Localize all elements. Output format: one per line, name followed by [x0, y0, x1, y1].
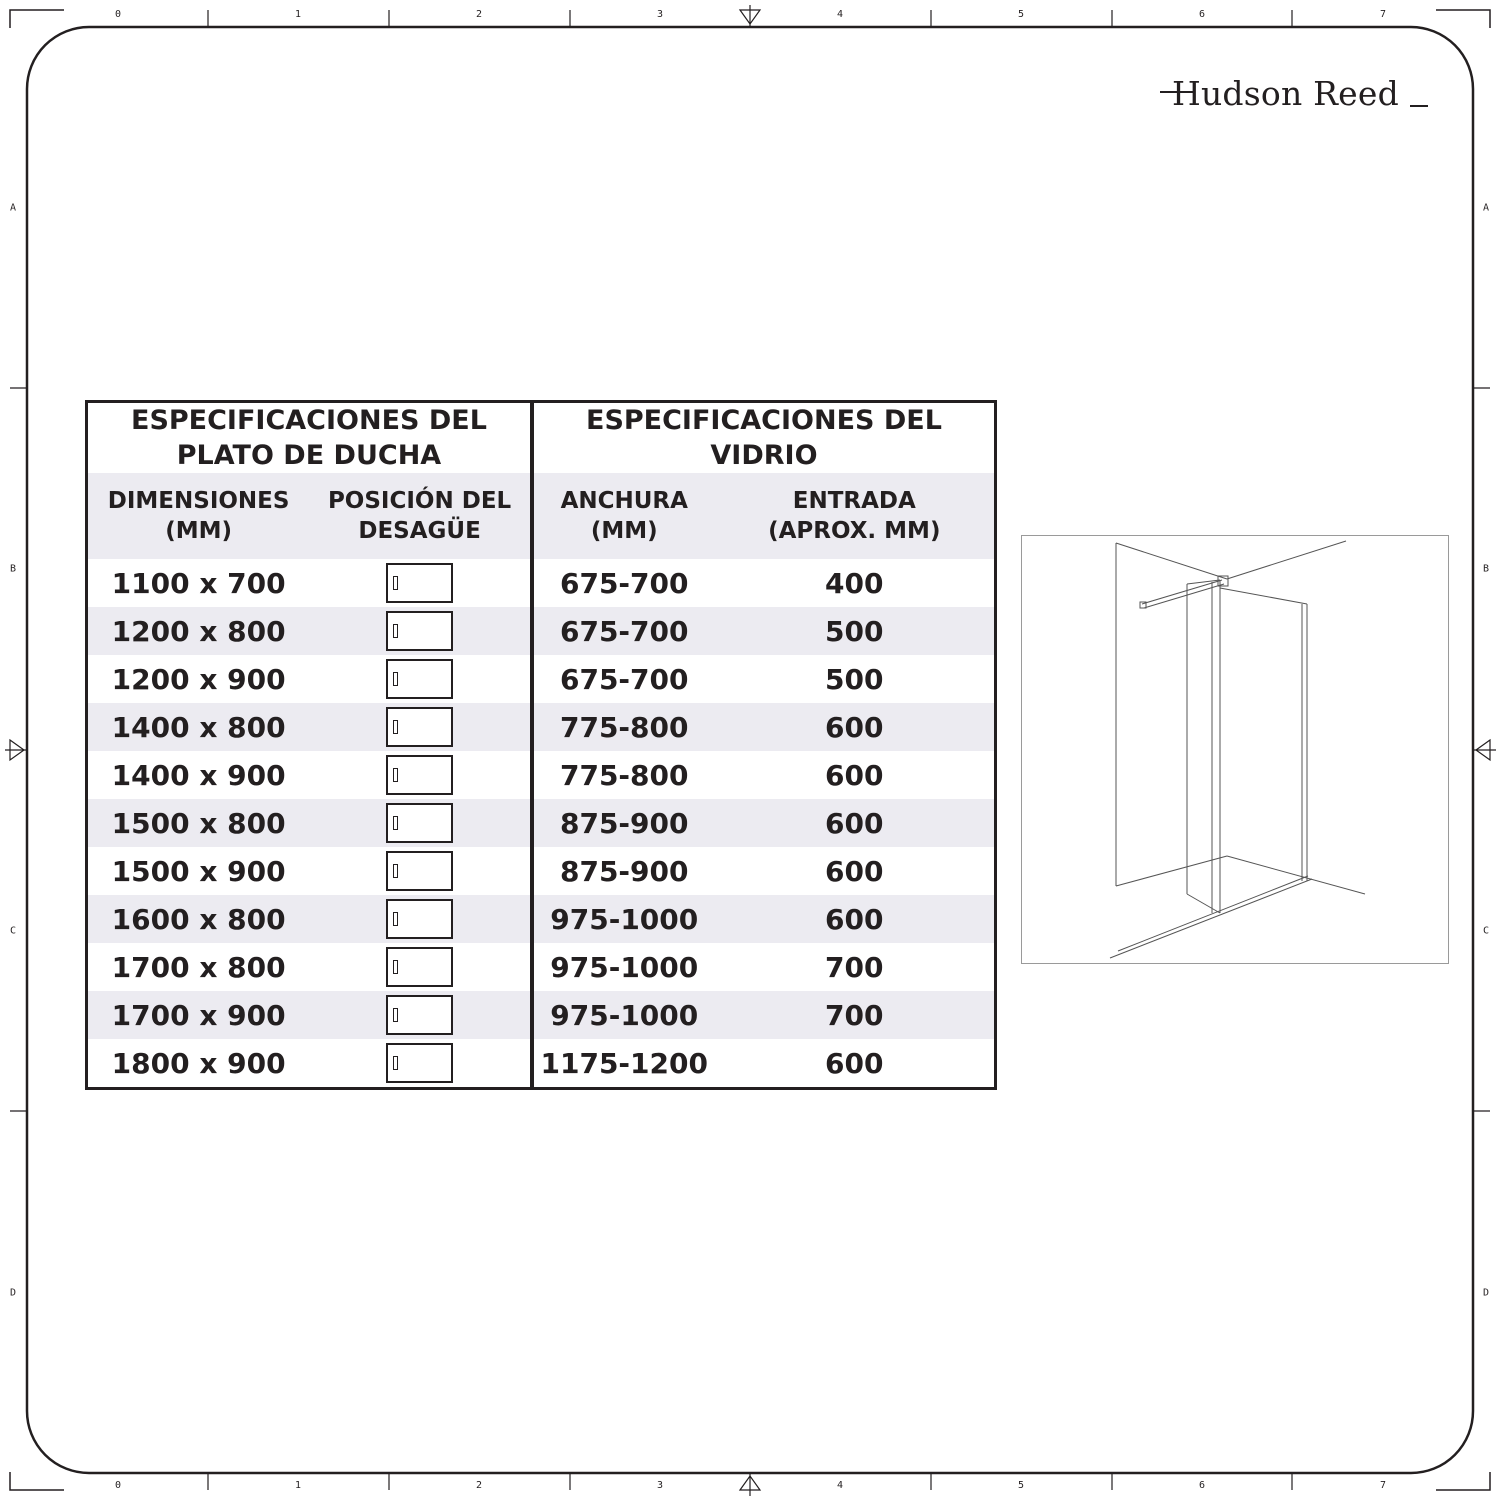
- brand-logo: [1160, 72, 1430, 116]
- cell-drain: [309, 943, 532, 991]
- frame-col-label: 6: [1198, 1480, 1206, 1491]
- cell-width: 975-1000: [532, 991, 715, 1039]
- frame-col-label: 0: [114, 1480, 122, 1491]
- cell-width: 875-900: [532, 799, 715, 847]
- cell-entry: 600: [825, 1046, 884, 1080]
- cell-entry: 600: [825, 854, 884, 888]
- col-drain-line1: POSICIÓN DEL: [327, 488, 512, 514]
- spec-table: [85, 400, 997, 1090]
- cell-entry: 400: [825, 566, 884, 600]
- table-row: [87, 799, 996, 847]
- enclosure-drawing: [1021, 535, 1449, 964]
- drain-position-icon: [386, 659, 453, 699]
- drain-position-icon: [386, 947, 453, 987]
- tray-title-line2: PLATO DE DUCHA: [176, 440, 442, 471]
- frame-col-label: 0: [114, 9, 122, 20]
- cell-drain: [309, 607, 532, 655]
- cell-dimensions: 1700 x 800: [111, 950, 286, 984]
- frame-col-label: 6: [1198, 9, 1206, 20]
- cell-dimensions: 1500 x 900: [111, 854, 286, 888]
- tray-section-title: [87, 402, 532, 474]
- frame-col-label: 4: [836, 1480, 844, 1491]
- frame-row-label: B: [1483, 563, 1490, 575]
- col-header-width: [532, 473, 715, 559]
- tray-title-line1: ESPECIFICACIONES DEL: [131, 405, 487, 436]
- cell-drain: [309, 991, 532, 1039]
- col-width-line1: ANCHURA: [560, 488, 688, 514]
- col-header-entry: [715, 473, 996, 559]
- col-entry-line1: ENTRADA: [792, 488, 916, 514]
- cell-dimensions: 1500 x 800: [87, 799, 310, 847]
- table-row: [87, 1039, 996, 1089]
- col-entry-line2: (APROX. MM): [768, 518, 941, 544]
- frame-col-label: 1: [294, 9, 302, 20]
- drain-position-icon: [386, 995, 453, 1035]
- table-row: [87, 655, 996, 703]
- frame-col-label: 3: [656, 9, 664, 20]
- drain-position-icon: [386, 1043, 453, 1083]
- cell-dimensions: 1400 x 800: [87, 703, 310, 751]
- frame-row-label: D: [1483, 1287, 1490, 1299]
- drain-position-icon: [386, 803, 453, 843]
- cell-drain: [309, 751, 532, 799]
- frame-row-label: B: [10, 563, 17, 575]
- cell-drain: [309, 1039, 532, 1089]
- cell-entry: 600: [825, 758, 884, 792]
- frame-col-label: 7: [1379, 1480, 1387, 1491]
- cell-drain: [309, 703, 532, 751]
- frame-row-label: A: [1483, 202, 1490, 214]
- col-drain-line2: DESAGÜE: [358, 518, 481, 544]
- cell-width: 975-1000: [532, 895, 715, 943]
- cell-entry: 600: [715, 895, 996, 943]
- cell-dimensions: 1200 x 800: [87, 607, 310, 655]
- walk-in-glass-panel-illustration: [1022, 536, 1450, 965]
- frame-col-label: 5: [1017, 9, 1025, 20]
- table-row: [87, 943, 996, 991]
- frame-row-label: C: [10, 925, 17, 937]
- table-row: [87, 991, 996, 1039]
- col-header-drain: [309, 473, 532, 559]
- cell-entry: 700: [825, 950, 884, 984]
- table-row: [87, 703, 996, 751]
- cell-entry: 700: [715, 991, 996, 1039]
- cell-entry: 600: [715, 799, 996, 847]
- cell-dimensions: 1200 x 900: [111, 662, 286, 696]
- cell-width: 675-700: [532, 655, 715, 703]
- cell-width: 875-900: [532, 847, 715, 895]
- table-row: [87, 751, 996, 799]
- frame-col-label: 5: [1017, 1480, 1025, 1491]
- col-header-dimensions: [87, 473, 310, 559]
- cell-width: 775-800: [532, 703, 715, 751]
- cell-width: 975-1000: [532, 943, 715, 991]
- drain-position-icon: [386, 707, 453, 747]
- cell-dimensions: 1600 x 800: [87, 895, 310, 943]
- cell-width: 675-700: [532, 559, 715, 607]
- frame-col-label: 7: [1379, 9, 1387, 20]
- cell-entry: 500: [715, 607, 996, 655]
- table-row: [87, 895, 996, 943]
- cell-drain: [309, 895, 532, 943]
- drain-position-icon: [386, 899, 453, 939]
- cell-drain: [309, 655, 532, 703]
- frame-row-label: A: [10, 202, 17, 214]
- table-row: [87, 607, 996, 655]
- cell-width: 775-800: [532, 751, 715, 799]
- cell-entry: 600: [715, 703, 996, 751]
- frame-row-label: C: [1483, 925, 1490, 937]
- cell-width: 1175-1200: [532, 1039, 715, 1089]
- frame-col-label: 1: [294, 1480, 302, 1491]
- cell-drain: [309, 799, 532, 847]
- cell-entry: 500: [825, 662, 884, 696]
- glass-section-title: ESPECIFICACIONES DEL VIDRIO: [532, 402, 996, 474]
- table-row: [87, 847, 996, 895]
- cell-width: 675-700: [532, 607, 715, 655]
- cell-dimensions: 1400 x 900: [111, 758, 286, 792]
- drain-position-icon: [386, 755, 453, 795]
- frame-col-label: 3: [656, 1480, 664, 1491]
- frame-col-label: 4: [836, 9, 844, 20]
- frame-col-label: 2: [475, 1480, 483, 1491]
- cell-dimensions: 1100 x 700: [111, 566, 286, 600]
- col-dimensions-line1: DIMENSIONES: [107, 488, 290, 514]
- brand-name: Hudson Reed: [1172, 74, 1399, 113]
- cell-dimensions: 1800 x 900: [111, 1046, 286, 1080]
- col-dimensions-line2: (MM): [165, 518, 233, 544]
- cell-drain: [309, 847, 532, 895]
- frame-col-label: 2: [475, 9, 483, 20]
- table-row: [87, 559, 996, 607]
- drain-position-icon: [386, 563, 453, 603]
- col-width-line2: (MM): [590, 518, 658, 544]
- cell-dimensions: 1700 x 900: [87, 991, 310, 1039]
- cell-drain: [309, 559, 532, 607]
- drain-position-icon: [386, 611, 453, 651]
- drain-position-icon: [386, 851, 453, 891]
- frame-row-label: D: [10, 1287, 17, 1299]
